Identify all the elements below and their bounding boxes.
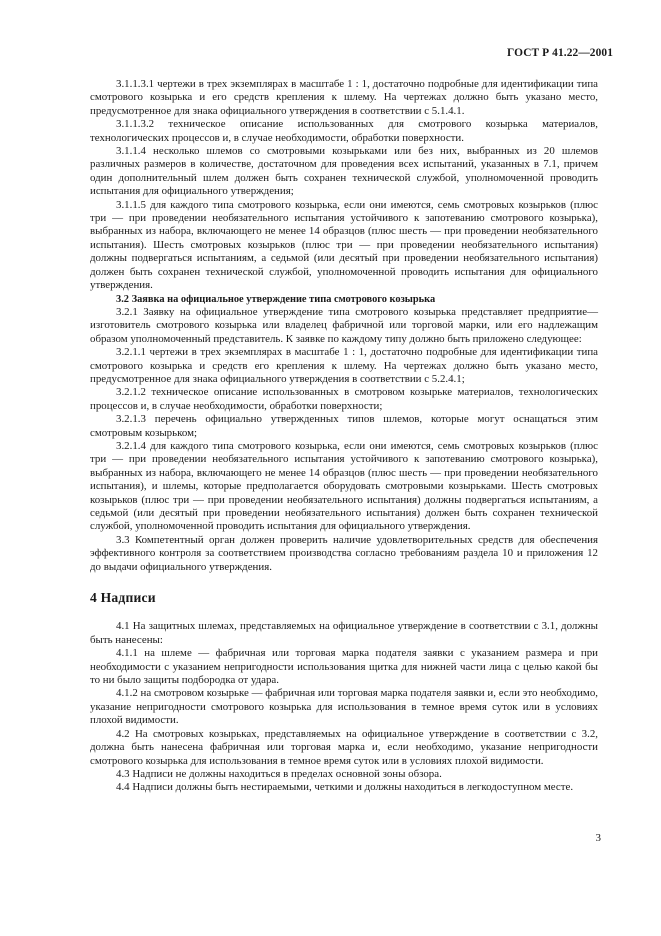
paragraph-4-1: 4.1 На защитных шлемах, представляемых на официальное утверждение в соответствии с 3.1, должны быть нанесены:: [90, 620, 598, 646]
paragraph-4-3: 4.3 Надписи не должны находиться в пределах основной зоны обзора.: [116, 767, 442, 780]
paragraph-3-1-1-4: 3.1.1.4 несколько шлемов со смотровыми козырьками или без них, выбранных из 20 шлемов различных размеров в количестве, достаточном для проведения всех испытаний, указанных в 7.1, причем один дополнительный шлем должен быть сохранен технической службой, уполномоченной проводить испытания для официального утверждения;: [90, 145, 598, 198]
subheading-3-2: 3.2 Заявка на официальное утверждение типа смотрового козырька: [116, 293, 436, 305]
standard-code-header: ГОСТ Р 41.22—2001: [507, 47, 613, 59]
page-number: 3: [595, 832, 601, 844]
document-body: [90, 78, 598, 795]
paragraph-3-2-1-1: 3.2.1.1 чертежи в трех экземплярах в масштабе 1 : 1, достаточно подробные для идентификации типа смотрового козырька и средств его крепления к шлему. На чертежах должно быть указано место, предусмотренное для знака официального утверждения в соответствии с 5.2.4.1;: [90, 346, 598, 385]
section-heading-4: 4 Надписи: [90, 590, 156, 606]
paragraph-4-4: 4.4 Надписи должны быть нестираемыми, четкими и должны находиться в легкодоступном месте.: [116, 781, 574, 794]
paragraph-3-1-1-3-2: 3.1.1.3.2 техническое описание использованных для смотрового козырька материалов, технологических процессов и, в случае необходимости, обработки поверхности.: [90, 118, 598, 144]
paragraph-4-1-1: 4.1.1 на шлеме — фабричная или торговая марка подателя заявки с указанием размера и при необходимости с указанием непригодности использования щитка для нижней части лица с целью какой бы то ни было защиты подбородка от удара.: [90, 647, 598, 687]
paragraph-3-3: 3.3 Компетентный орган должен проверить наличие удовлетворительных средств для обеспечения эффективного контроля за соответствием производства согласно требованиям раздела 10 и приложения 12 до выдачи официального утверждения.: [90, 533, 598, 573]
paragraph-3-2-1-4: 3.2.1.4 для каждого типа смотрового козырька, если они имеются, семь смотровых козырьков (плюс три — при проведении необязательного испытания устойчивого к запотеванию смотрового козырька), выбранных из набора, включающего не менее 14 образцов (плюс шесть — при проведении необязательного испытания), и шлемы, которые предполагается оборудовать смотровыми козырьками. Шесть смотровых козырьков (плюс три — при проведении необязательного испытания) должны подвергаться испытаниям, а седьмой (или десятый при проведении необязательного испытания) должен быть сохранен технической службой, уполномоченной проводить испытания для официального утверждения.: [90, 439, 598, 533]
paragraph-4-1-2: 4.1.2 на смотровом козырьке — фабричная или торговая марка подателя заявки и, если это необходимо, указание непригодности смотрового козырька для использования в темное время суток или в условиях плохой видимости.: [90, 687, 598, 727]
paragraph-3-2-1-3: 3.2.1.3 перечень официально утвержденных типов шлемов, которые могут оснащаться этим смотровым козырьком;: [90, 413, 598, 439]
paragraph-3-1-1-5: 3.1.1.5 для каждого типа смотрового козырька, если они имеются, семь смотровых козырьков (плюс три — при проведении необязательного испытания устойчивого к запотеванию смотрового козырька), выбранных из набора, включающего не менее 14 образцов (плюс шесть — при проведении необязательного испытания). Шесть смотровых козырьков (плюс три — при проведении необязательного испытания) должны подвергаться испытаниям, а седьмой (или десятый при проведении необязательного испытания) должен быть сохранен технической службой, уполномоченной проводить испытания для официального утверждения.: [90, 198, 598, 292]
paragraph-3-2-1: 3.2.1 Заявку на официальное утверждение типа смотрового козырька представляет предприятие—изготовитель смотрового козырька или владелец фабричной или торговой марки, или его надлежащим образом уполномоченный представитель. К заявке по каждому типу должно быть приложено следующее:: [90, 305, 598, 345]
paragraph-3-2-1-2: 3.2.1.2 техническое описание использованных в смотровом козырьке материалов, технологических процессов и, в случае необходимости, обработки поверхности;: [90, 386, 598, 412]
paragraph-4-2: 4.2 На смотровых козырьках, представляемых на официальное утверждение в соответствии с 3.2, должна быть нанесена фабричная или торговая марка и, если необходимо, указание непригодности смотрового козырька для использования в темное время суток или в условиях плохой видимости.: [90, 727, 598, 767]
paragraph-3-1-1-3-1: 3.1.1.3.1 чертежи в трех экземплярах в масштабе 1 : 1, достаточно подробные для идентификации типа смотрового козырька и его средств крепления к шлему. На чертежах должно быть указано место, предусмотренное для знака официального утверждения в соответствии с 5.1.4.1.: [90, 78, 598, 117]
